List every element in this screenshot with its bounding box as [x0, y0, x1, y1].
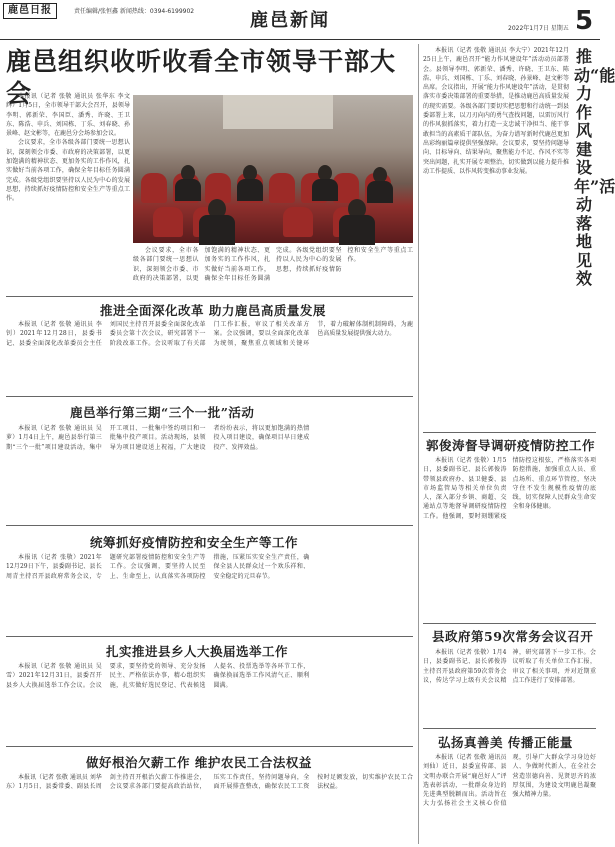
divider: [6, 525, 413, 526]
article-executive-meeting: 本报讯（记者 张敬）1月4日，县委副书记、县长郭俊涛主持召开县政府第59次常务会议，传达学习上级有关会议精神，研究部署下一步工作。会议听取了有关单位工作汇报，审议了相关事项，并对近期重点工作进行了安排部署。: [423, 649, 596, 684]
lead-headline: 鹿邑组织收听收看全市领导干部大会: [6, 47, 397, 108]
article-guo-inspection: 本报讯（记者 张敬）1月5日，县委副书记、县长郭俊涛带领县政府办、县卫健委、县市场监管局等相关单位负责人，深入部分乡镇、商超、交通站点等地督导调研疫情防控工作。他强调，要时刻绷紧疫情防控这根弦，严格落实各项防控措施，加强重点人员、重点场所、重点环节管控，坚决守住不发生规模性疫情的底线，切实保障人民群众生命安全和身体健康。: [423, 457, 596, 520]
issue-date: 2022年1月7日 星期五: [508, 25, 569, 32]
divider: [6, 296, 413, 297]
headline-positive-energy: 弘扬真善美 传播正能量: [438, 735, 573, 750]
vertical-headline: 推动“能力作风建设年”活动落地见效: [574, 47, 615, 288]
column-separator: [418, 44, 419, 844]
article-positive-energy: 本报讯（记者 张敬 通讯员 刘仙）近日，县委宣传部、县文明办联合开展“鹿邑好人”评选表彰活动，一批群众身边的先进典型脱颖而出。活动旨在大力弘扬社会主义核心价值观，引导广大群众学习身边好人、争做时代新人，在全社会营造崇德向善、见贤思齐的浓厚氛围，为建设文明鹿邑凝聚强大精神力量。: [423, 754, 596, 808]
page-header: [0, 0, 600, 40]
article-three-batches: 本报讯（记者 张敬 通讯员 吴萝）1月4日上午，鹿邑县举行第三期“三个一批”项目建设活动，集中开工项目、一批集中签约项目和一批集中投产项目。活动现场，县领导为项目建设送上祝福，广大建设者纷纷表示，将以更加饱满的热情投入项目建设，确保项目早日建成投产、发挥效益。: [6, 425, 310, 451]
divider: [423, 728, 596, 729]
lead-body: 会议要求，全市各级各部门要统一思想认识，深刻领会市委、市政府的决策部署，以更加饱满的精神状态、更加务实的工作作风，扎实做好当前各项工作，确保全年目标任务圆满完成。各级党组织要坚持以人民为中心的发展思想，持续抓好疫情防控和安全生产等重点工作。: [6, 139, 130, 203]
article-election: 本报讯（记者 张敬 通讯员 吴雪）2021年12月31日，县委召开县乡人大换届选举工作会议。会议要求，要坚持党的领导、充分发扬民主、严格依法办事，精心组织实施，扎实做好选民登记、代表候选人提名、投票选举等各环节工作，确保换届选举工作风清气正、顺利圆满。: [6, 663, 310, 689]
photo-screen: [223, 95, 333, 129]
article-ability-style: 本报讯（记者 张敬 通讯员 李大宁）2021年12月25日上午，鹿邑召开“能力作风建设年”活动动员部署会。县领导李明、郭新荣、潘秀、许晓、王卫东、陈浩、申兵、刘国栋、丁乐、刘春晓、孙景峰、赵文彬等出席。会议指出，开展“能力作风建设年”活动，是贯彻落实市委决策部署的重要举措，是推动鹿邑高质量发展的现实需要。各级各部门要切实把思想和行动统一到县委部署上来，以刀刃向内的勇气查找问题，以雷厉风行的作风狠抓落实，着力打造一支忠诚干净担当、能干事敢担当的高素质干部队伍，为奋力谱写新时代鹿邑更加出彩绚丽篇章提供坚强保障。会议要求，要坚持问题导向、目标导向、结果导向，聚焦能力不足、作风不实等突出问题，扎实开展专项整治，切实做到以能力提升推动工作提质、以作风转变推动事业发展。: [423, 47, 569, 175]
article-epidemic-safety: 本报讯（记者 张敬）2021年12月29日下午，县委副书记、县长周青主持召开县政府常务会议，专题研究部署疫情防控和安全生产等工作。会议强调，要坚持人民至上、生命至上，认真落实各项防控措施，压紧压实安全生产责任，确保全县人民群众过一个欢乐祥和、安全稳定的元旦春节。: [6, 554, 310, 580]
editor-info: 责任编辑/张恒鑫 新闻热线：0394-6199902: [74, 8, 195, 15]
divider: [423, 432, 596, 433]
headline-epidemic-safety: 统筹抓好疫情防控和安全生产等工作: [90, 535, 299, 550]
headline-reform: 推进全面深化改革 助力鹿邑高质量发展: [100, 303, 326, 318]
divider: [6, 636, 413, 637]
masthead-logo: 鹿邑日报: [3, 3, 57, 19]
divider: [6, 396, 413, 397]
article-reform: 本报讯（记者 张敬 通讯员 李钊）2021年12月28日，县委书记、县委全面深化改革委员会主任刘国民主持召开县委全面深化改革委员会第十次会议，研究部署下一阶段改革工作。会议听取了有关部门工作汇报，审议了相关改革方案。会议强调，要以全面深化改革为统领，聚焦重点领域和关键环节，着力破解体制机制障碍，为鹿邑高质量发展提供强大动力。: [6, 321, 413, 347]
section-title: 鹿邑新闻: [250, 10, 330, 31]
article-wage-arrears: 本报讯（记者 张敬 通讯员 刘华东）1月5日，县委常委、副县长周剑主持召开根治欠薪工作推进会，会议要求各部门要提高政治站位，压实工作责任，坚持问题导向，全面开展排查整改，确保农民工工资按时足额发放，切实维护农民工合法权益。: [6, 774, 413, 791]
lead-article-bottom: 会议要求，全市各级各部门要统一思想认识，深刻领会市委、市政府的决策部署，以更加饱满的精神状态、更加务实的工作作风，扎实做好当前各项工作，确保全年目标任务圆满完成。各级党组织要坚持以人民为中心的发展思想，持续抓好疫情防控和安全生产等重点工作。: [133, 247, 413, 282]
meeting-photo: [133, 95, 413, 243]
headline-three-batches: 鹿邑举行第三期“三个一批”活动: [70, 405, 255, 420]
divider: [423, 623, 596, 624]
headline-guo-inspection: 郭俊涛督导调研疫情防控工作: [426, 438, 596, 453]
headline-election: 扎实推进县乡人大换届选举工作: [106, 644, 289, 659]
headline-executive-meeting: 县政府第59次常务会议召开: [432, 629, 594, 644]
page-number: 5: [574, 6, 594, 36]
lead-intro: 本报讯（记者 张敬 通讯员 张华东 李文辉）1月5日，全市领导干部大会召开，县领导李明、郭新荣、李国臣、潘秀、许晓、王卫东、陈浩、申兵、刘国栋、丁乐、刘春晓、孙景峰、赵文彬等，在鹿邑分会场参加会议。: [6, 93, 130, 138]
headline-wage-arrears: 做好根治欠薪工作 维护农民工合法权益: [86, 755, 312, 770]
divider: [6, 746, 413, 747]
